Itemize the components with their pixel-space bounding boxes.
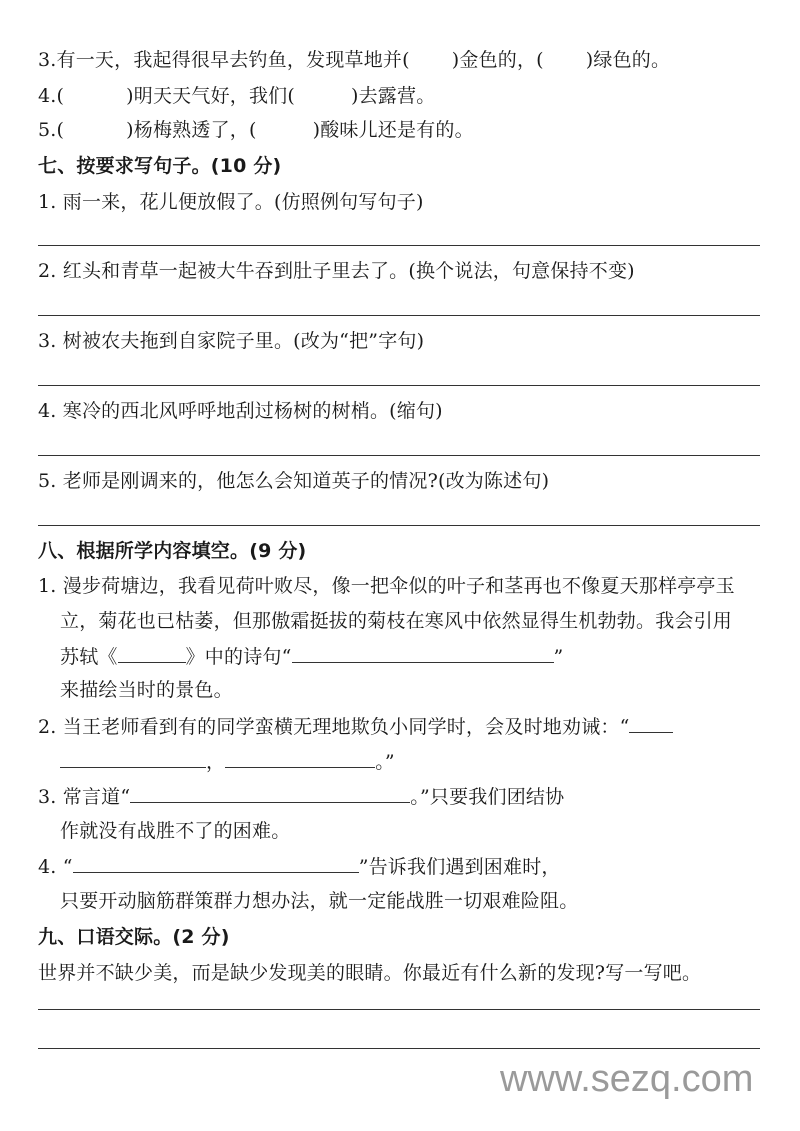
section-7-item-4: 4. 寒冷的西北风呼呼地刮过杨树的树梢。(缩句)	[38, 400, 443, 422]
section-7-heading: 七、按要求写句子。(10 分)	[38, 155, 282, 177]
question-3-part-a: 3.	[38, 49, 57, 71]
fill-question-4: 4.( )明天天气好，我们( )去露营。	[38, 85, 436, 107]
answer-blank-8-2c[interactable]	[225, 749, 375, 768]
answer-line-7-3[interactable]	[38, 385, 760, 386]
section-9-prompt: 世界并不缺少美，而是缺少发现美的眼睛。你最近有什么新的发现?写一写吧。	[38, 962, 702, 984]
section-8-q4-line2: 只要开动脑筋群策群力想办法，就一定能战胜一切艰难险阻。	[60, 890, 579, 912]
section-7-item-3: 3. 树被农夫拖到自家院子里。(改为“把”字句)	[38, 330, 425, 352]
section-8-q3-line2: 作就没有战胜不了的困难。	[60, 820, 291, 842]
answer-blank-8-3[interactable]	[130, 784, 410, 803]
section-8-q2-line2: ， 。”	[60, 749, 760, 774]
section-7-item-2: 2. 红头和青草一起被大牛吞到肚子里去了。(换个说法，句意保持不变)	[38, 260, 635, 282]
section-8-q1-line4: 来描绘当时的景色。	[60, 679, 233, 701]
answer-blank-poem-title[interactable]	[118, 644, 186, 663]
fill-question-3: 3.有一天，我起得很早去钓鱼，发现草地并( )金色的，( )绿色的。	[38, 49, 671, 71]
answer-line-7-2[interactable]	[38, 315, 760, 316]
answer-blank-8-2a[interactable]	[629, 714, 673, 733]
section-9-heading: 九、口语交际。(2 分)	[38, 926, 230, 948]
answer-line-7-4[interactable]	[38, 455, 760, 456]
watermark: www.sezq.com	[500, 1058, 754, 1100]
answer-line-9-2[interactable]	[38, 1048, 760, 1049]
answer-line-9-1[interactable]	[38, 1009, 760, 1010]
answer-line-7-5[interactable]	[38, 525, 760, 526]
section-7-item-5: 5. 老师是刚调来的，他怎么会知道英子的情况?(改为陈述句)	[38, 470, 550, 492]
answer-blank-8-2b[interactable]	[60, 749, 206, 768]
section-8-q1-line3: 苏轼《 》中的诗句“ ”	[60, 646, 564, 668]
fill-question-5: 5.( )杨梅熟透了，( )酸味儿还是有的。	[38, 119, 474, 141]
answer-blank-8-4[interactable]	[73, 854, 359, 873]
section-8-q1-line2: 立，菊花也已枯萎，但那傲霜挺拔的菊枝在寒风中依然显得生机勃勃。我会引用	[60, 610, 733, 632]
answer-blank-poem-line[interactable]	[292, 644, 554, 663]
section-8-q3-line1: 3. 常言道“ 。”只要我们团结协	[38, 786, 565, 808]
section-8-q1-line1: 1. 漫步荷塘边，我看见荷叶败尽，像一把伞似的叶子和茎再也不像夏天那样亭亭玉	[38, 575, 735, 597]
section-8-heading: 八、根据所学内容填空。(9 分)	[38, 540, 307, 562]
answer-line-7-1[interactable]	[38, 245, 760, 246]
section-8-q2-line1: 2. 当王老师看到有的同学蛮横无理地欺负小同学时，会及时地劝诫：“	[38, 714, 760, 739]
section-7-item-1: 1. 雨一来，花儿便放假了。(仿照例句写句子)	[38, 191, 424, 213]
section-8-q4-line1: 4. “ ”告诉我们遇到困难时，	[38, 856, 561, 878]
